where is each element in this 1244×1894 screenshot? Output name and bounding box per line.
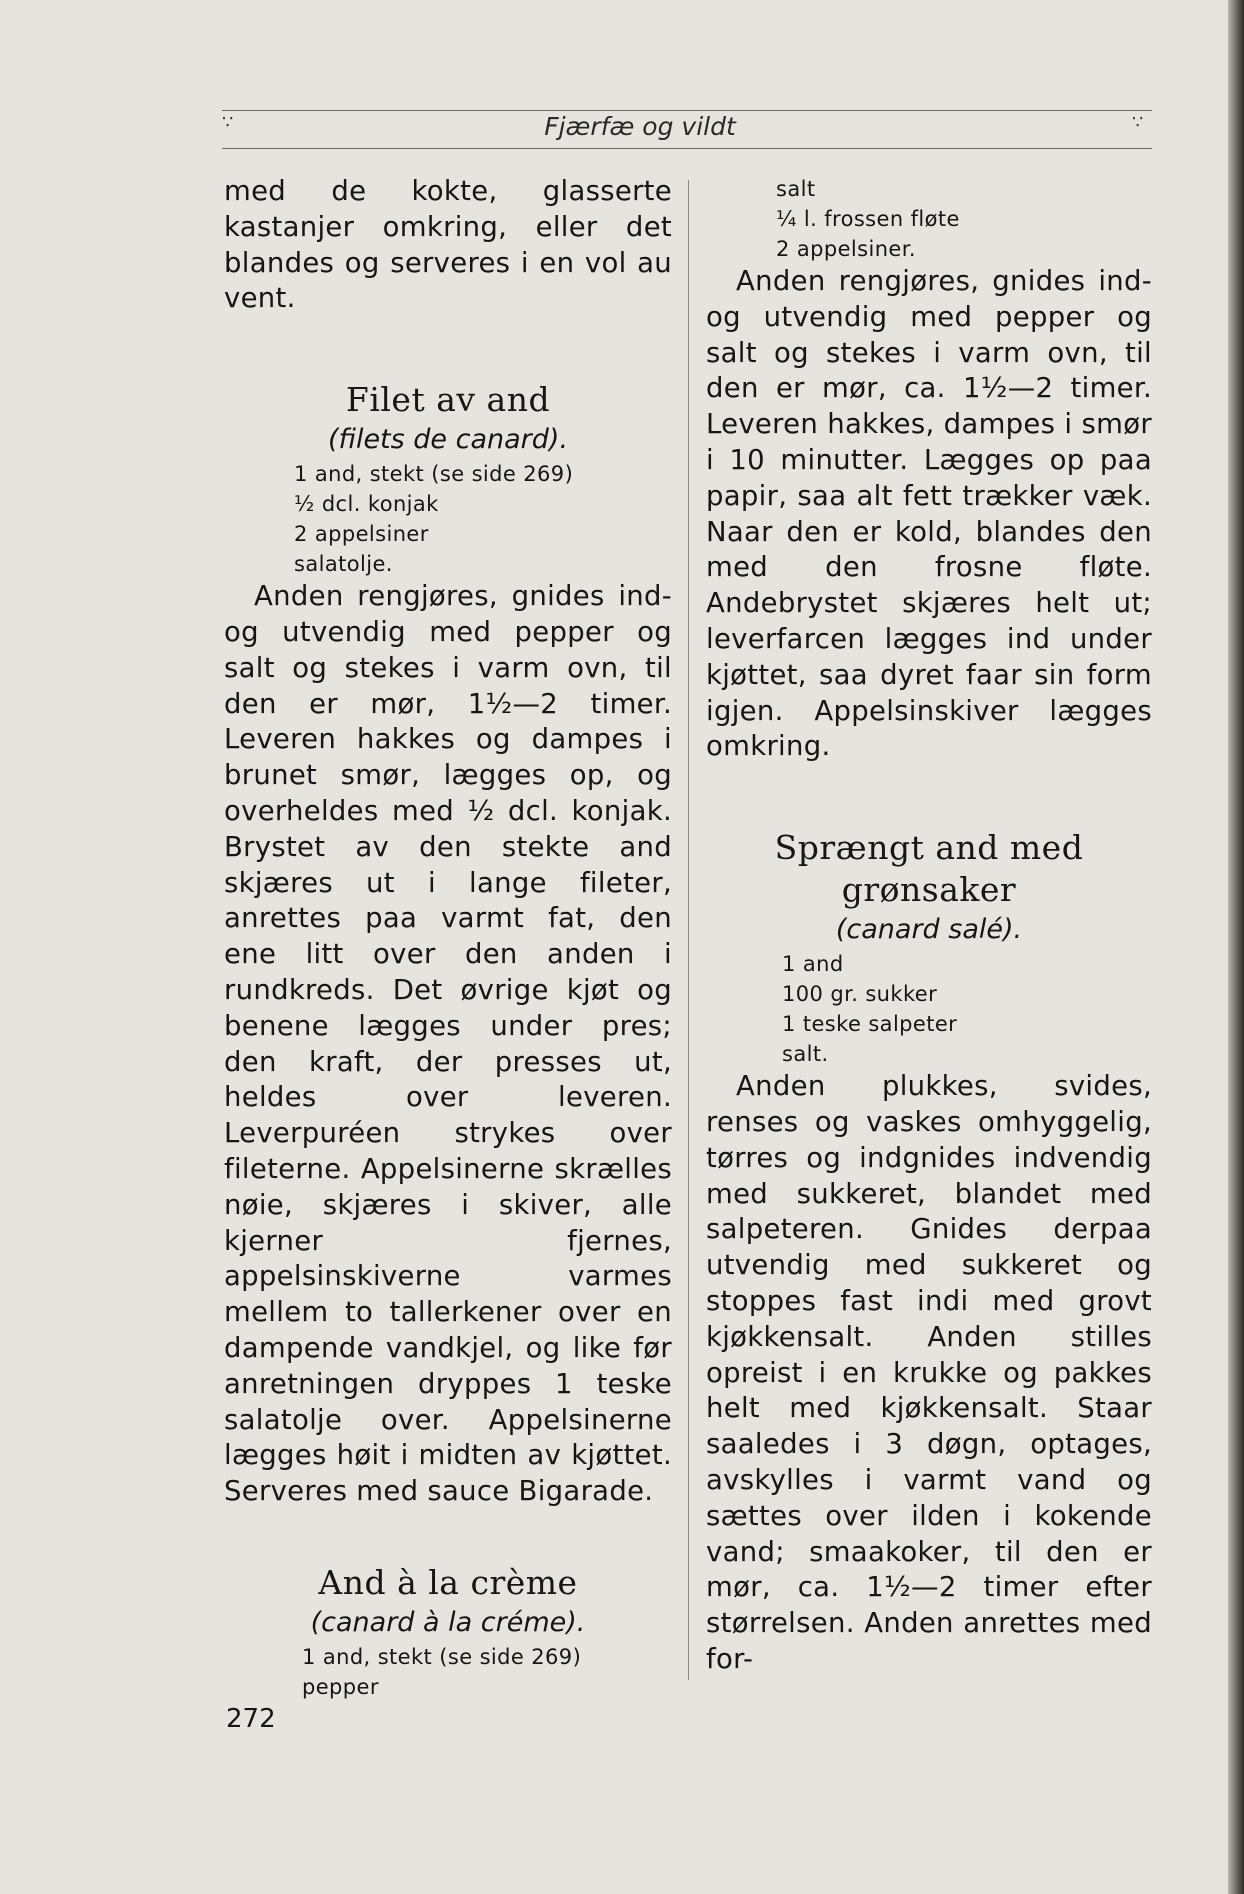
running-header-title: Fjærfæ og vildt <box>544 112 736 141</box>
header-ornament-right: ∵ <box>1132 112 1144 133</box>
ingredient-item: 1 and, stekt (se side 269) <box>302 1644 582 1669</box>
right-column <box>706 174 1152 1678</box>
header-ornament-left: ∵ <box>222 112 234 133</box>
ingredient-list <box>224 459 672 579</box>
column-divider <box>688 180 689 1680</box>
recipe-title-sprengt-and-line2: grønsaker <box>841 870 1017 910</box>
recipe-title-filet-av-and: Filet av and <box>345 380 551 420</box>
recipe-method-paragraph: Anden rengjøres, gnides ind- og utvendig med pepper og salt og stekes i varm ovn, til den er mør, 1½—2 timer. Leveren hakkes og dampes i brunet smør, lægges op, og overheldes med ½ dcl. konjak. Brystet av den stekte and skjæres ut i lange fileter, anrettes paa varmt fat, den ene litt over den anden i rundkreds. Det øvrige kjøt og benene lægges under pres; den kraft, der presses ut, heldes over leveren. Leverpuréen strykes over fileterne. Appelsinerne skrælles nøie, skjæres i skiver, alle kjerner fjernes, appelsinskiverne varmes mellem to tallerkener over en dampende vandkjel, og like før anretningen dryppes 1 teske salatolje over. Appelsinerne lægges høit i midten av kjøttet. Serveres med sauce Bigarade. <box>224 580 672 1508</box>
ingredient-item: salt. <box>782 1042 829 1067</box>
ingredient-item: ½ dcl. konjak <box>294 492 439 517</box>
ingredient-item: pepper <box>302 1674 379 1699</box>
ingredient-item: salt <box>776 177 816 201</box>
recipe-method-paragraph: Anden rengjøres, gnides ind- og utvendig med pepper og salt og stekes i varm ovn, til den er mør, ca. 1½—2 timer. Leveren hakkes, dampes i smør i 10 minutter. Lægges op paa papir, saa alt fett trækker væk. Naar den er kold, blandes den med den frosne fløte. Andebrystet skjæres helt ut; leverfarcen lægges ind under kjøttet, saa dyret faar sin form igjen. Appelsinskiver lægges omkring. <box>706 265 1152 763</box>
book-edge <box>1228 0 1244 1894</box>
ingredient-item: 1 and, stekt (se side 269) <box>294 462 574 487</box>
recipe-subtitle-canard-sale: (canard salé). <box>835 914 1023 946</box>
ingredient-item: 2 appelsiner <box>294 522 429 547</box>
recipe-title-sprengt-and-line1: Sprængt and med <box>774 828 1084 868</box>
ingredient-item: 100 gr. sukker <box>782 982 938 1007</box>
header-rule-top <box>222 110 1152 111</box>
ingredient-list <box>706 949 1152 1069</box>
page-number: 272 <box>226 1704 276 1734</box>
ingredient-item: 1 and <box>782 952 844 977</box>
ingredient-item: salatolje. <box>294 552 393 577</box>
ingredient-item: 2 appelsiner. <box>776 237 916 261</box>
header-rule-bottom <box>222 148 1152 149</box>
ingredient-item: ¼ l. frossen fløte <box>776 207 960 231</box>
recipe-subtitle-filets-de-canard: (filets de canard). <box>327 424 569 456</box>
intro-paragraph: med de kokte, glasserte kastanjer omkring, eller det blandes og serveres i en vol au vent. <box>224 175 672 315</box>
recipe-method-paragraph: Anden plukkes, svides, renses og vaskes omhyggelig, tørres og indgnides indvendig med sukkeret, blandet med salpeteren. Gnides derpaa utvendig med sukkeret og stoppes fast indi med grovt kjøkkensalt. Anden stilles opreist i en krukke og pakkes helt med kjøkkensalt. Staar saaledes i 3 døgn, optages, avskylles i varmt vand og sættes over ilden i kokende vand; smaakoker, til den er mør, ca. 1½—2 timer efter størrelsen. Anden anrettes med for- <box>706 1070 1152 1675</box>
ingredient-list <box>224 1642 672 1702</box>
ingredient-list <box>706 174 1152 264</box>
recipe-title-and-a-la-creme: And à la crème <box>318 1562 578 1602</box>
left-column <box>224 174 672 1702</box>
ingredient-item: 1 teske salpeter <box>782 1012 958 1037</box>
recipe-subtitle-canard-a-la-creme: (canard à la créme). <box>310 1606 586 1638</box>
